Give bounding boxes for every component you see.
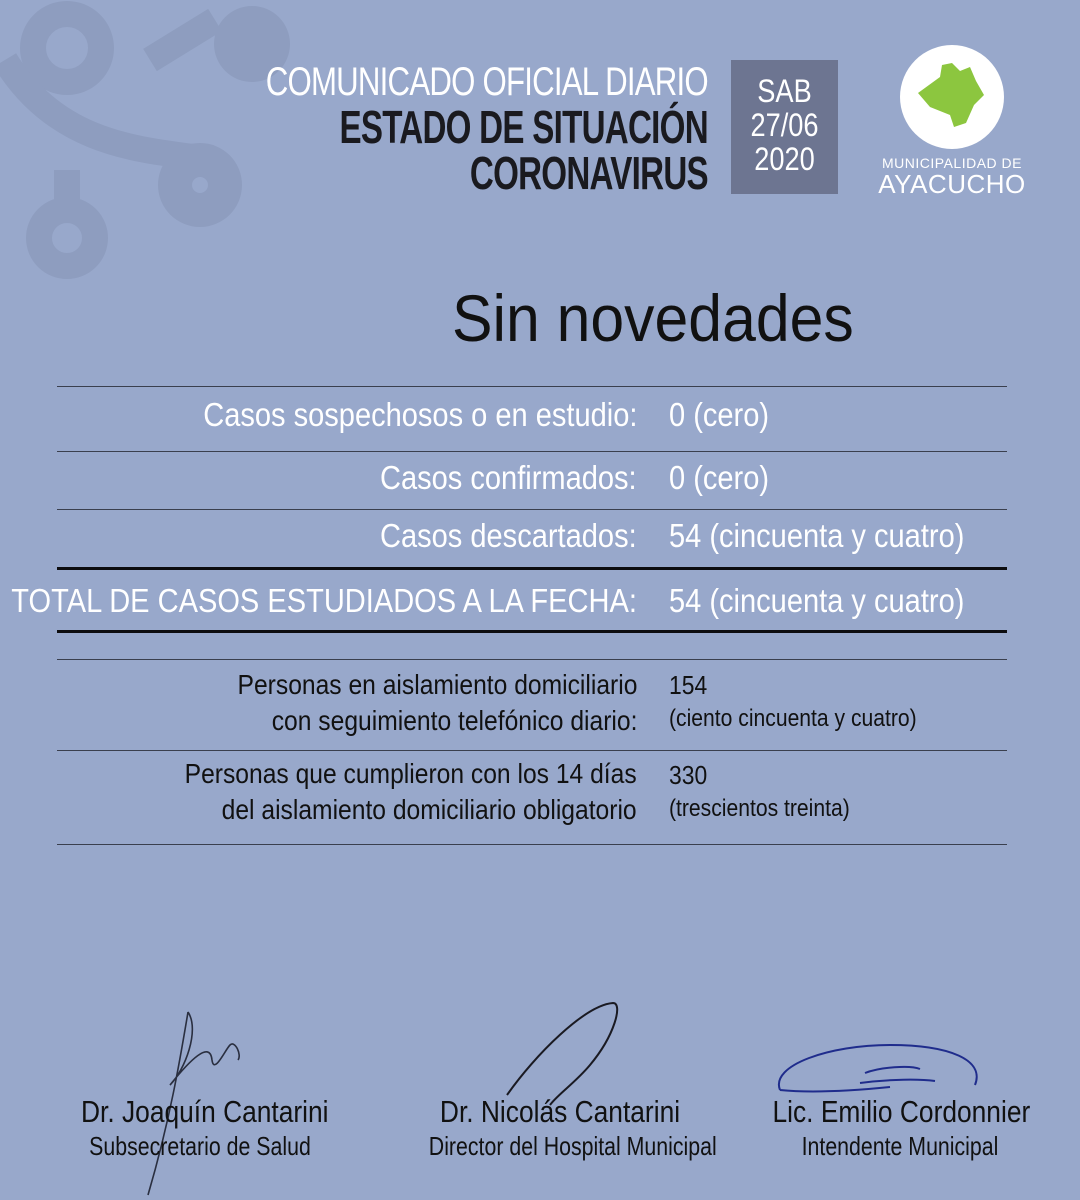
signatory-role-2: Director del Hospital Municipal	[428, 1131, 717, 1161]
signature-block-1	[60, 1094, 340, 1162]
case-value-discarded: 54 (cincuenta y cuatro)	[669, 517, 965, 554]
isolation-label-completed	[185, 756, 637, 828]
total-value: 54 (cincuenta y cuatro)	[669, 582, 965, 619]
divider	[57, 844, 1007, 845]
signatory-role-3: Intendente Municipal	[801, 1131, 999, 1161]
signatory-name-1: Dr. Joaquín Cantarini	[81, 1094, 329, 1129]
divider-thick	[57, 567, 1007, 570]
divider	[57, 451, 1007, 452]
case-label-discarded: Casos descartados:	[380, 517, 637, 554]
isolation-completed-words: (trescientos treinta)	[669, 795, 850, 822]
date-year: 2020	[754, 141, 815, 177]
isolation-label-current	[237, 667, 637, 739]
map-shape-icon	[900, 45, 1004, 149]
logo-circle	[900, 45, 1004, 149]
date-daymonth: 27/06	[750, 107, 819, 143]
divider	[57, 750, 1007, 751]
header-line-3: CORONAVIRUS	[469, 147, 708, 199]
header-line-2: ESTADO DE SITUACIÓN	[339, 101, 708, 153]
signature-block-2	[400, 1094, 720, 1162]
isolation-label-current-line2: con seguimiento telefónico diario:	[271, 705, 637, 736]
signature-block-3	[750, 1094, 1050, 1162]
isolation-label-current-line1: Personas en aislamiento domiciliario	[237, 669, 637, 700]
logo-text-big: AYACUCHO	[878, 169, 1026, 199]
signatory-name-2: Dr. Nicolás Cantarini	[439, 1094, 681, 1129]
logo-text-small: MUNICIPALIDAD DE	[882, 155, 1022, 171]
isolation-label-completed-line1: Personas que cumplieron con los 14 días	[184, 758, 637, 789]
date-badge	[731, 60, 838, 194]
isolation-current-number: 154	[669, 670, 708, 700]
total-label: TOTAL DE CASOS ESTUDIADOS A LA FECHA:	[11, 582, 637, 619]
divider-thick	[57, 630, 1007, 633]
isolation-current-words: (ciento cincuenta y cuatro)	[669, 705, 917, 732]
case-label-confirmed: Casos confirmados:	[380, 459, 637, 496]
signatory-role-1: Subsecretario de Salud	[89, 1131, 311, 1161]
isolation-label-completed-line2: del aislamiento domiciliario obligatorio	[222, 794, 638, 825]
divider	[57, 659, 1007, 660]
case-value-suspected: 0 (cero)	[669, 396, 770, 433]
header-line-1: COMUNICADO OFICIAL DIARIO	[265, 60, 708, 104]
municipality-logo	[862, 45, 1042, 197]
case-value-confirmed: 0 (cero)	[669, 459, 770, 496]
divider	[57, 386, 1007, 387]
header-title-block	[141, 60, 708, 199]
divider	[57, 509, 1007, 510]
date-day: SAB	[757, 73, 812, 109]
isolation-completed-number: 330	[669, 760, 708, 790]
case-label-suspected: Casos sospechosos o en estudio:	[202, 396, 637, 433]
signatory-name-3: Lic. Emilio Cordonnier	[772, 1094, 1031, 1129]
headline: Sin novedades	[452, 281, 854, 355]
